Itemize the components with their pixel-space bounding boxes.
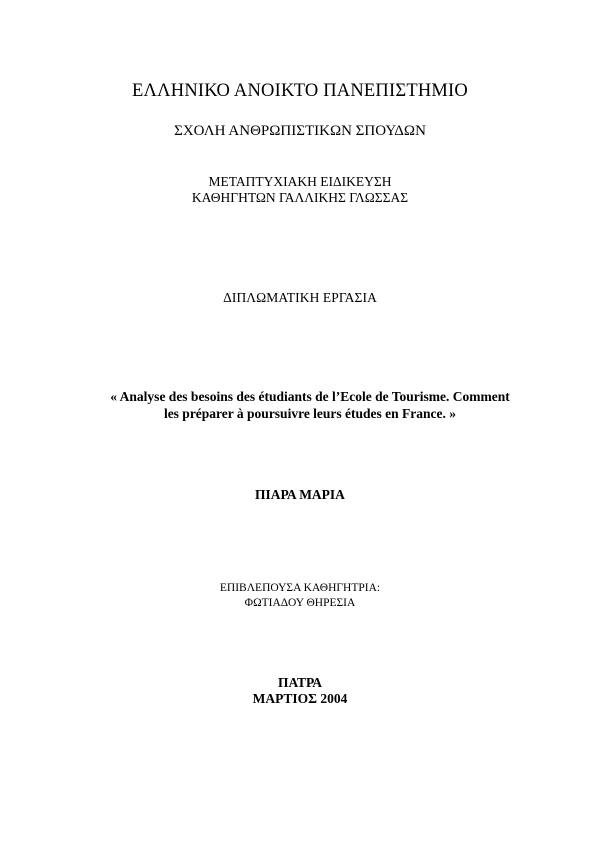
date: ΜΑΡΤΙΟΣ 2004 (252, 691, 348, 706)
city: ΠΑΤΡΑ (278, 675, 322, 690)
author-name: ΠΙΑΡΑ ΜΑΡΙΑ (255, 487, 345, 502)
thesis-title-line-2: les préparer à poursuivre leurs études en France. » (163, 406, 457, 421)
program-line-2: ΚΑΘΗΓΗΤΩΝ ΓΑΛΛΙΚΗΣ ΓΛΩΣΣΑΣ (191, 190, 409, 205)
supervisor-name: ΦΩΤΙΑΔΟΥ ΘΗΡΕΣΙΑ (244, 597, 356, 609)
program-line-1: ΜΕΤΑΠΤΥΧΙΑΚΗ ΕΙΔΙΚΕΥΣΗ (208, 174, 392, 189)
supervisor-label: ΕΠΙΒΛΕΠΟΥΣΑ ΚΑΘΗΓΗΤΡΙΑ: (219, 582, 381, 594)
document-type: ΔΙΠΛΩΜΑΤΙΚΗ ΕΡΓΑΣΙΑ (223, 290, 377, 305)
university-name: ΕΛΛΗΝΙΚΟ ΑΝΟΙΚΤΟ ΠΑΝΕΠΙΣΤΗΜΙΟ (132, 81, 468, 101)
thesis-title (90, 388, 530, 422)
thesis-title-line-1: « Analyse des besoins des étudiants de l’Ecole de Tourisme. Comment (110, 389, 510, 404)
school-name: ΣΧΟΛΗ ΑΝΘΡΩΠΙΣΤΙΚΩΝ ΣΠΟΥΔΩΝ (174, 123, 426, 139)
